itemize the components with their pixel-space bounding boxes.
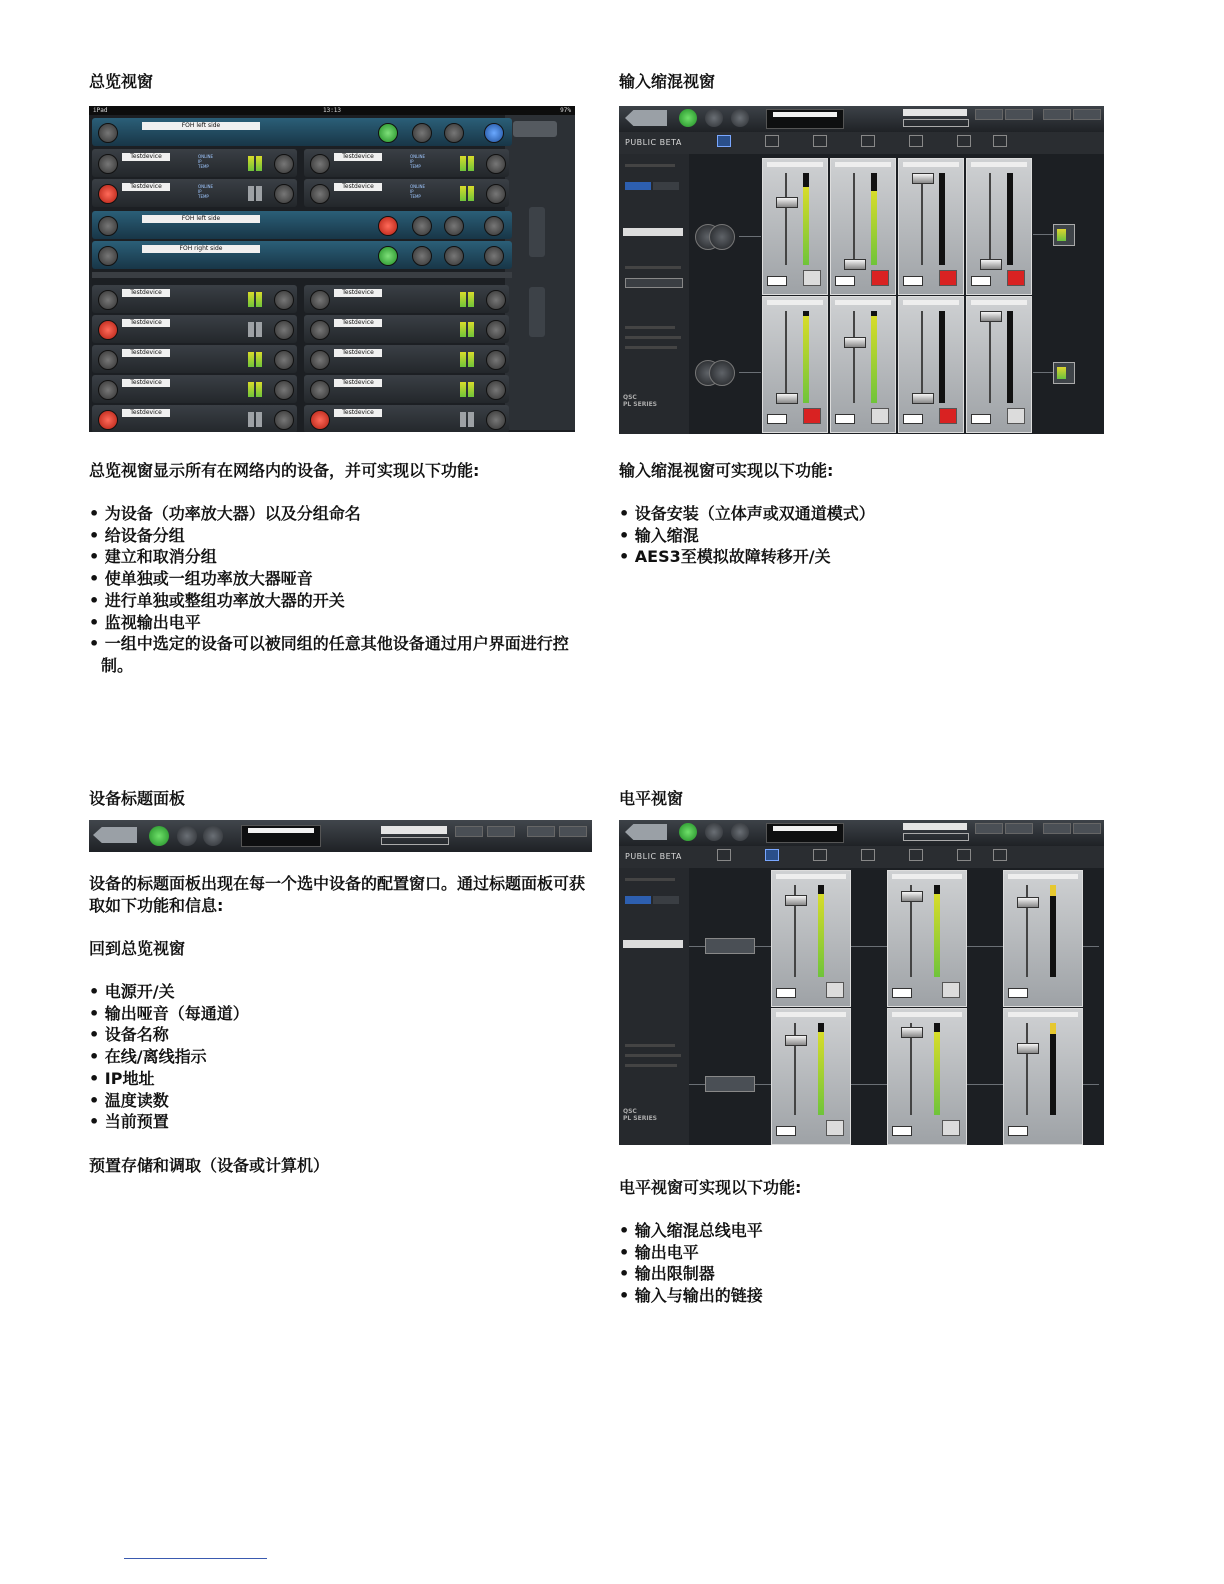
side-panel-button[interactable] [513, 121, 557, 137]
title-panel-heading: 设备标题面板 [89, 789, 186, 808]
limiter-strip [1003, 870, 1083, 1007]
gain-value[interactable] [835, 414, 855, 424]
tab-levels[interactable] [757, 848, 785, 866]
settings-button[interactable] [486, 154, 506, 174]
list-item: • 输入缩混总线电平 [619, 1220, 1124, 1242]
mute-button[interactable] [98, 410, 118, 430]
output-meter [256, 186, 262, 201]
power-button[interactable] [98, 246, 118, 266]
device-row[interactable] [304, 149, 509, 177]
mute-button[interactable] [378, 216, 398, 236]
list-item: • AES3至模拟故障转移开/关 [619, 546, 1124, 568]
output-meter [468, 186, 474, 201]
output-meter [248, 382, 254, 397]
tab-input-mixer[interactable] [709, 134, 737, 152]
list-item: • 温度读数 [89, 1090, 594, 1112]
device-name[interactable]: Testdevice [334, 379, 382, 387]
public-beta-label: PUBLIC BETA [625, 852, 682, 861]
mute-b-button[interactable] [203, 826, 223, 846]
settings-button[interactable] [486, 290, 506, 310]
device-row[interactable] [92, 315, 297, 343]
public-beta-label: PUBLIC BETA [625, 138, 682, 147]
recall-pc-button[interactable] [1073, 823, 1101, 834]
level-description: 电平视窗可实现以下功能: [619, 1178, 802, 1197]
preset-note: 预置存储和调取（设备或计算机） [89, 1156, 330, 1175]
device-name-box [766, 109, 844, 129]
device-row[interactable] [304, 405, 509, 432]
output-meter [248, 292, 254, 307]
mute-a-button[interactable] [705, 109, 723, 127]
device-info: ONLINE IP TEMP [410, 154, 426, 169]
mute-button[interactable] [803, 270, 821, 286]
ipad-status-bar [89, 106, 575, 115]
group-name[interactable]: FOH right side [142, 245, 260, 253]
level-strip [887, 870, 967, 1007]
store-button[interactable] [975, 109, 1003, 120]
output-node[interactable] [1053, 362, 1075, 384]
limiter-strip [1003, 1008, 1083, 1145]
devices-scroll[interactable] [529, 287, 545, 337]
output-meter [248, 186, 254, 201]
expand-icon[interactable] [484, 246, 504, 266]
fader[interactable] [912, 393, 934, 404]
title-panel-feature-list [89, 981, 594, 1133]
fader[interactable] [901, 891, 923, 902]
recall-button[interactable] [1005, 823, 1033, 834]
power-button[interactable] [310, 154, 330, 174]
output-meter [468, 322, 474, 337]
gain-value[interactable] [971, 276, 991, 286]
qsc-logo: QSC PL SERIES [623, 1108, 658, 1122]
mixer-strip [966, 296, 1032, 433]
tab-input-eq-2[interactable] [853, 134, 881, 152]
status-time: 13:13 [322, 107, 342, 114]
back-button[interactable] [625, 110, 667, 126]
device-title-bar [619, 106, 1104, 132]
expand-icon[interactable] [484, 216, 504, 236]
power-button[interactable] [310, 350, 330, 370]
output-meter [460, 292, 466, 307]
tab-input-eq-2[interactable] [853, 848, 881, 866]
preset-select[interactable] [381, 826, 447, 834]
level-strip [887, 1008, 967, 1145]
tab-input-eq[interactable] [805, 848, 833, 866]
gain-value[interactable] [892, 1126, 912, 1136]
overview-device-list [89, 115, 575, 430]
limiter-fader[interactable] [1017, 1043, 1039, 1054]
fader[interactable] [785, 1035, 807, 1046]
device-name[interactable]: Testdevice [334, 319, 382, 327]
level-screenshot [619, 820, 1104, 1145]
status-battery: 97% [560, 107, 571, 114]
device-row[interactable] [92, 149, 297, 177]
back-button[interactable] [625, 824, 667, 840]
mute-button[interactable] [98, 320, 118, 340]
list-item: • 为设备（功率放大器）以及分组命名 [89, 503, 594, 525]
device-info: ONLINE IP TEMP [198, 154, 214, 169]
power-button[interactable] [149, 826, 169, 846]
tab-x-over[interactable] [985, 134, 1013, 152]
settings-button[interactable] [274, 154, 294, 174]
recall-pc-button[interactable] [559, 826, 587, 837]
list-item: • 设备名称 [89, 1024, 594, 1046]
power-button[interactable] [98, 216, 118, 236]
threshold-value[interactable] [1008, 988, 1028, 998]
output-meter [248, 156, 254, 171]
mixer-strip [830, 296, 896, 433]
mixer-strip [762, 158, 828, 295]
tab-output-eq[interactable] [901, 134, 929, 152]
device-row[interactable] [92, 285, 297, 313]
list-item: • 监视输出电平 [89, 612, 594, 634]
gain-value[interactable] [767, 414, 787, 424]
input-link-button[interactable] [705, 1076, 755, 1092]
settings-button[interactable] [274, 380, 294, 400]
input-mix-description: 输入缩混视窗可实现以下功能: [619, 461, 834, 480]
power-button[interactable] [98, 380, 118, 400]
device-row[interactable] [304, 315, 509, 343]
settings-button[interactable] [486, 320, 506, 340]
device-name[interactable]: Testdevice [334, 183, 382, 191]
power-button[interactable] [310, 184, 330, 204]
output-meter [460, 412, 466, 427]
power-on-button[interactable] [378, 246, 398, 266]
level-strip [771, 870, 851, 1007]
gain-value[interactable] [776, 988, 796, 998]
settings-button[interactable] [444, 246, 464, 266]
device-name[interactable]: Testdevice [334, 349, 382, 357]
settings-button[interactable] [444, 123, 464, 143]
gain-value[interactable] [767, 276, 787, 286]
overview-feature-list [89, 503, 594, 677]
tab-input-eq[interactable] [805, 134, 833, 152]
settings-button[interactable] [444, 216, 464, 236]
power-button[interactable] [679, 823, 697, 841]
power-button[interactable] [98, 290, 118, 310]
list-item: • 输入缩混 [619, 525, 1124, 547]
list-item: • 输出限制器 [619, 1263, 1124, 1285]
group-name[interactable]: FOH left side [142, 122, 260, 130]
output-meter [460, 156, 466, 171]
level-feature-list [619, 1220, 1124, 1307]
mute-button[interactable] [826, 982, 844, 998]
device-name-box [766, 823, 844, 843]
output-meter [468, 382, 474, 397]
output-meter [248, 412, 254, 427]
mixer-strip [898, 296, 964, 433]
settings-button[interactable] [274, 410, 294, 430]
fader[interactable] [980, 311, 1002, 322]
power-button[interactable] [98, 350, 118, 370]
preset-file [381, 837, 449, 845]
mute-button[interactable] [1007, 408, 1025, 424]
device-row[interactable] [304, 375, 509, 403]
groups-scroll[interactable] [529, 207, 545, 257]
stereo-toggle[interactable] [625, 182, 651, 190]
settings-button[interactable] [486, 380, 506, 400]
stereo-toggle[interactable] [625, 896, 651, 904]
settings-button[interactable] [486, 350, 506, 370]
device-name[interactable]: Testdevice [122, 319, 170, 327]
collapse-icon[interactable] [484, 123, 504, 143]
overview-heading: 总览视窗 [89, 72, 154, 91]
settings-button[interactable] [274, 184, 294, 204]
output-meter [460, 186, 466, 201]
fader[interactable] [844, 259, 866, 270]
title-panel-description: 设备的标题面板出现在每一个选中设备的配置窗口。通过标题面板可获取如下功能和信息: [89, 874, 586, 915]
list-item: • 电源开/关 [89, 981, 594, 1003]
preset-select[interactable] [903, 823, 967, 830]
output-meter [248, 352, 254, 367]
device-name[interactable]: Testdevice [122, 153, 170, 161]
settings-button[interactable] [486, 410, 506, 430]
mute-button[interactable] [826, 1120, 844, 1136]
settings-button[interactable] [274, 320, 294, 340]
fader[interactable] [776, 197, 798, 208]
mute-a-button[interactable] [705, 823, 723, 841]
fader[interactable] [844, 337, 866, 348]
list-item: • 设备安装（立体声或双通道模式） [619, 503, 1124, 525]
threshold-value[interactable] [1008, 1126, 1028, 1136]
device-name[interactable]: Testdevice [122, 379, 170, 387]
section-divider [92, 272, 512, 278]
mute-button[interactable] [871, 408, 889, 424]
device-name[interactable]: Testdevice [122, 289, 170, 297]
input-mix-feature-list [619, 503, 1124, 568]
group-row[interactable] [92, 118, 512, 146]
output-node[interactable] [1053, 224, 1075, 246]
device-setup-panel [619, 868, 689, 1145]
power-button[interactable] [98, 154, 118, 174]
store-pc-button[interactable] [1043, 823, 1071, 834]
dual-toggle[interactable] [653, 896, 679, 904]
gain-value[interactable] [835, 276, 855, 286]
limiter-fader[interactable] [1017, 897, 1039, 908]
device-title-bar [619, 820, 1104, 846]
dual-toggle[interactable] [653, 182, 679, 190]
device-name[interactable]: Testdevice [122, 183, 170, 191]
mute-button[interactable] [803, 408, 821, 424]
overview-description: 总览视窗显示所有在网络内的设备，并可实现以下功能: [89, 461, 480, 480]
output-meter [460, 382, 466, 397]
mute-button[interactable] [412, 123, 432, 143]
list-item: • 在线/离线指示 [89, 1046, 594, 1068]
store-pc-button[interactable] [1043, 109, 1071, 120]
level-heading: 电平视窗 [619, 789, 684, 808]
back-button[interactable] [93, 827, 137, 843]
recall-button[interactable] [1005, 109, 1033, 120]
power-on-button[interactable] [378, 123, 398, 143]
input-nodes [695, 224, 747, 250]
overview-screenshot [89, 106, 575, 432]
power-button[interactable] [310, 290, 330, 310]
mute-button[interactable] [939, 270, 957, 286]
output-meter [468, 292, 474, 307]
input-link-button[interactable] [705, 938, 755, 954]
view-tabs [619, 846, 1104, 868]
fader[interactable] [980, 259, 1002, 270]
input-mix-heading: 输入缩混视窗 [619, 72, 716, 91]
tab-x-over[interactable] [985, 848, 1013, 866]
power-button[interactable] [310, 380, 330, 400]
level-strip [771, 1008, 851, 1145]
device-setup-panel [619, 154, 689, 434]
output-meter [256, 292, 262, 307]
tab-input-mixer[interactable] [709, 848, 737, 866]
list-item: • 输入与输出的链接 [619, 1285, 1124, 1307]
mixer-strip [966, 158, 1032, 295]
tab-levels[interactable] [757, 134, 785, 152]
group-row[interactable] [92, 241, 512, 269]
list-item: • 给设备分组 [89, 525, 594, 547]
settings-button[interactable] [486, 184, 506, 204]
list-item: • 当前预置 [89, 1111, 594, 1133]
device-name[interactable]: Testdevice [334, 153, 382, 161]
status-carrier: iPad [93, 107, 108, 114]
fader[interactable] [912, 173, 934, 184]
settings-button[interactable] [412, 246, 432, 266]
mute-button[interactable] [310, 410, 330, 430]
device-model-select[interactable] [623, 940, 683, 948]
list-item: • 输出电平 [619, 1242, 1124, 1264]
mute-button[interactable] [939, 408, 957, 424]
device-row[interactable] [92, 405, 297, 432]
device-row[interactable] [92, 179, 297, 207]
device-row[interactable] [304, 345, 509, 373]
mute-b-button[interactable] [731, 109, 749, 127]
output-meter [460, 352, 466, 367]
list-item: • 一组中选定的设备可以被同组的任意其他设备通过用户界面进行控制。 [89, 633, 594, 676]
group-row[interactable] [92, 211, 512, 239]
mute-button[interactable] [942, 1120, 960, 1136]
list-item: • 建立和取消分组 [89, 546, 594, 568]
device-row[interactable] [92, 375, 297, 403]
mute-b-button[interactable] [731, 823, 749, 841]
mute-button[interactable] [871, 270, 889, 286]
output-meter [248, 322, 254, 337]
device-model-select[interactable] [623, 228, 683, 236]
power-button[interactable] [98, 123, 118, 143]
gain-value[interactable] [903, 276, 923, 286]
fader[interactable] [785, 895, 807, 906]
mute-button[interactable] [942, 982, 960, 998]
fader[interactable] [776, 393, 798, 404]
output-meter [256, 382, 262, 397]
mixer-strip [898, 158, 964, 295]
tab-output-eq[interactable] [901, 848, 929, 866]
output-meter [256, 352, 262, 367]
tab-output-eq-2[interactable] [949, 848, 977, 866]
mute-a-button[interactable] [177, 826, 197, 846]
gain-value[interactable] [971, 414, 991, 424]
device-row[interactable] [92, 345, 297, 373]
mute-button[interactable] [98, 184, 118, 204]
qsc-logo: QSC PL SERIES [623, 394, 658, 408]
recall-button[interactable] [487, 826, 515, 837]
list-item: • 输出哑音（每通道） [89, 1003, 594, 1025]
device-row[interactable] [304, 285, 509, 313]
tab-output-eq-2[interactable] [949, 134, 977, 152]
list-item: • 进行单独或整组功率放大器的开关 [89, 590, 594, 612]
output-meter [468, 352, 474, 367]
output-meter [460, 322, 466, 337]
device-info: ONLINE IP TEMP [410, 184, 426, 199]
mixer-strip [830, 158, 896, 295]
settings-button[interactable] [274, 350, 294, 370]
input-mix-screenshot [619, 106, 1104, 434]
device-name[interactable]: Testdevice [122, 409, 170, 417]
gain-value[interactable] [776, 1126, 796, 1136]
device-row[interactable] [304, 179, 509, 207]
recall-pc-button[interactable] [1073, 109, 1101, 120]
device-info: ONLINE IP TEMP [198, 184, 214, 199]
device-name[interactable]: Testdevice [334, 289, 382, 297]
overview-side-panel [505, 115, 575, 430]
store-button[interactable] [975, 823, 1003, 834]
device-name-box [241, 825, 321, 847]
gain-value[interactable] [892, 988, 912, 998]
output-meter [468, 412, 474, 427]
return-overview-text: 回到总览视窗 [89, 939, 186, 958]
group-name[interactable]: FOH left side [142, 215, 260, 223]
output-meter [468, 156, 474, 171]
device-title-panel-screenshot [89, 820, 592, 852]
list-item: • 使单独或一组功率放大器哑音 [89, 568, 594, 590]
preset-file [903, 119, 969, 127]
mute-button[interactable] [1007, 270, 1025, 286]
fader[interactable] [901, 1027, 923, 1038]
aes3-failover-toggle[interactable] [625, 278, 683, 288]
device-name[interactable]: Testdevice [122, 349, 170, 357]
power-button[interactable] [310, 320, 330, 340]
list-item: • IP地址 [89, 1068, 594, 1090]
preset-file [903, 833, 969, 841]
store-button[interactable] [455, 826, 483, 837]
output-meter [256, 156, 262, 171]
device-name[interactable]: Testdevice [334, 409, 382, 417]
footer-rule [124, 1558, 267, 1559]
settings-button[interactable] [274, 290, 294, 310]
output-meter [256, 322, 262, 337]
store-pc-button[interactable] [527, 826, 555, 837]
settings-button[interactable] [412, 216, 432, 236]
gain-value[interactable] [903, 414, 923, 424]
preset-select[interactable] [903, 109, 967, 116]
view-tabs [619, 132, 1104, 154]
power-button[interactable] [679, 109, 697, 127]
input-nodes [695, 360, 747, 386]
output-meter [256, 412, 262, 427]
mixer-strip [762, 296, 828, 433]
